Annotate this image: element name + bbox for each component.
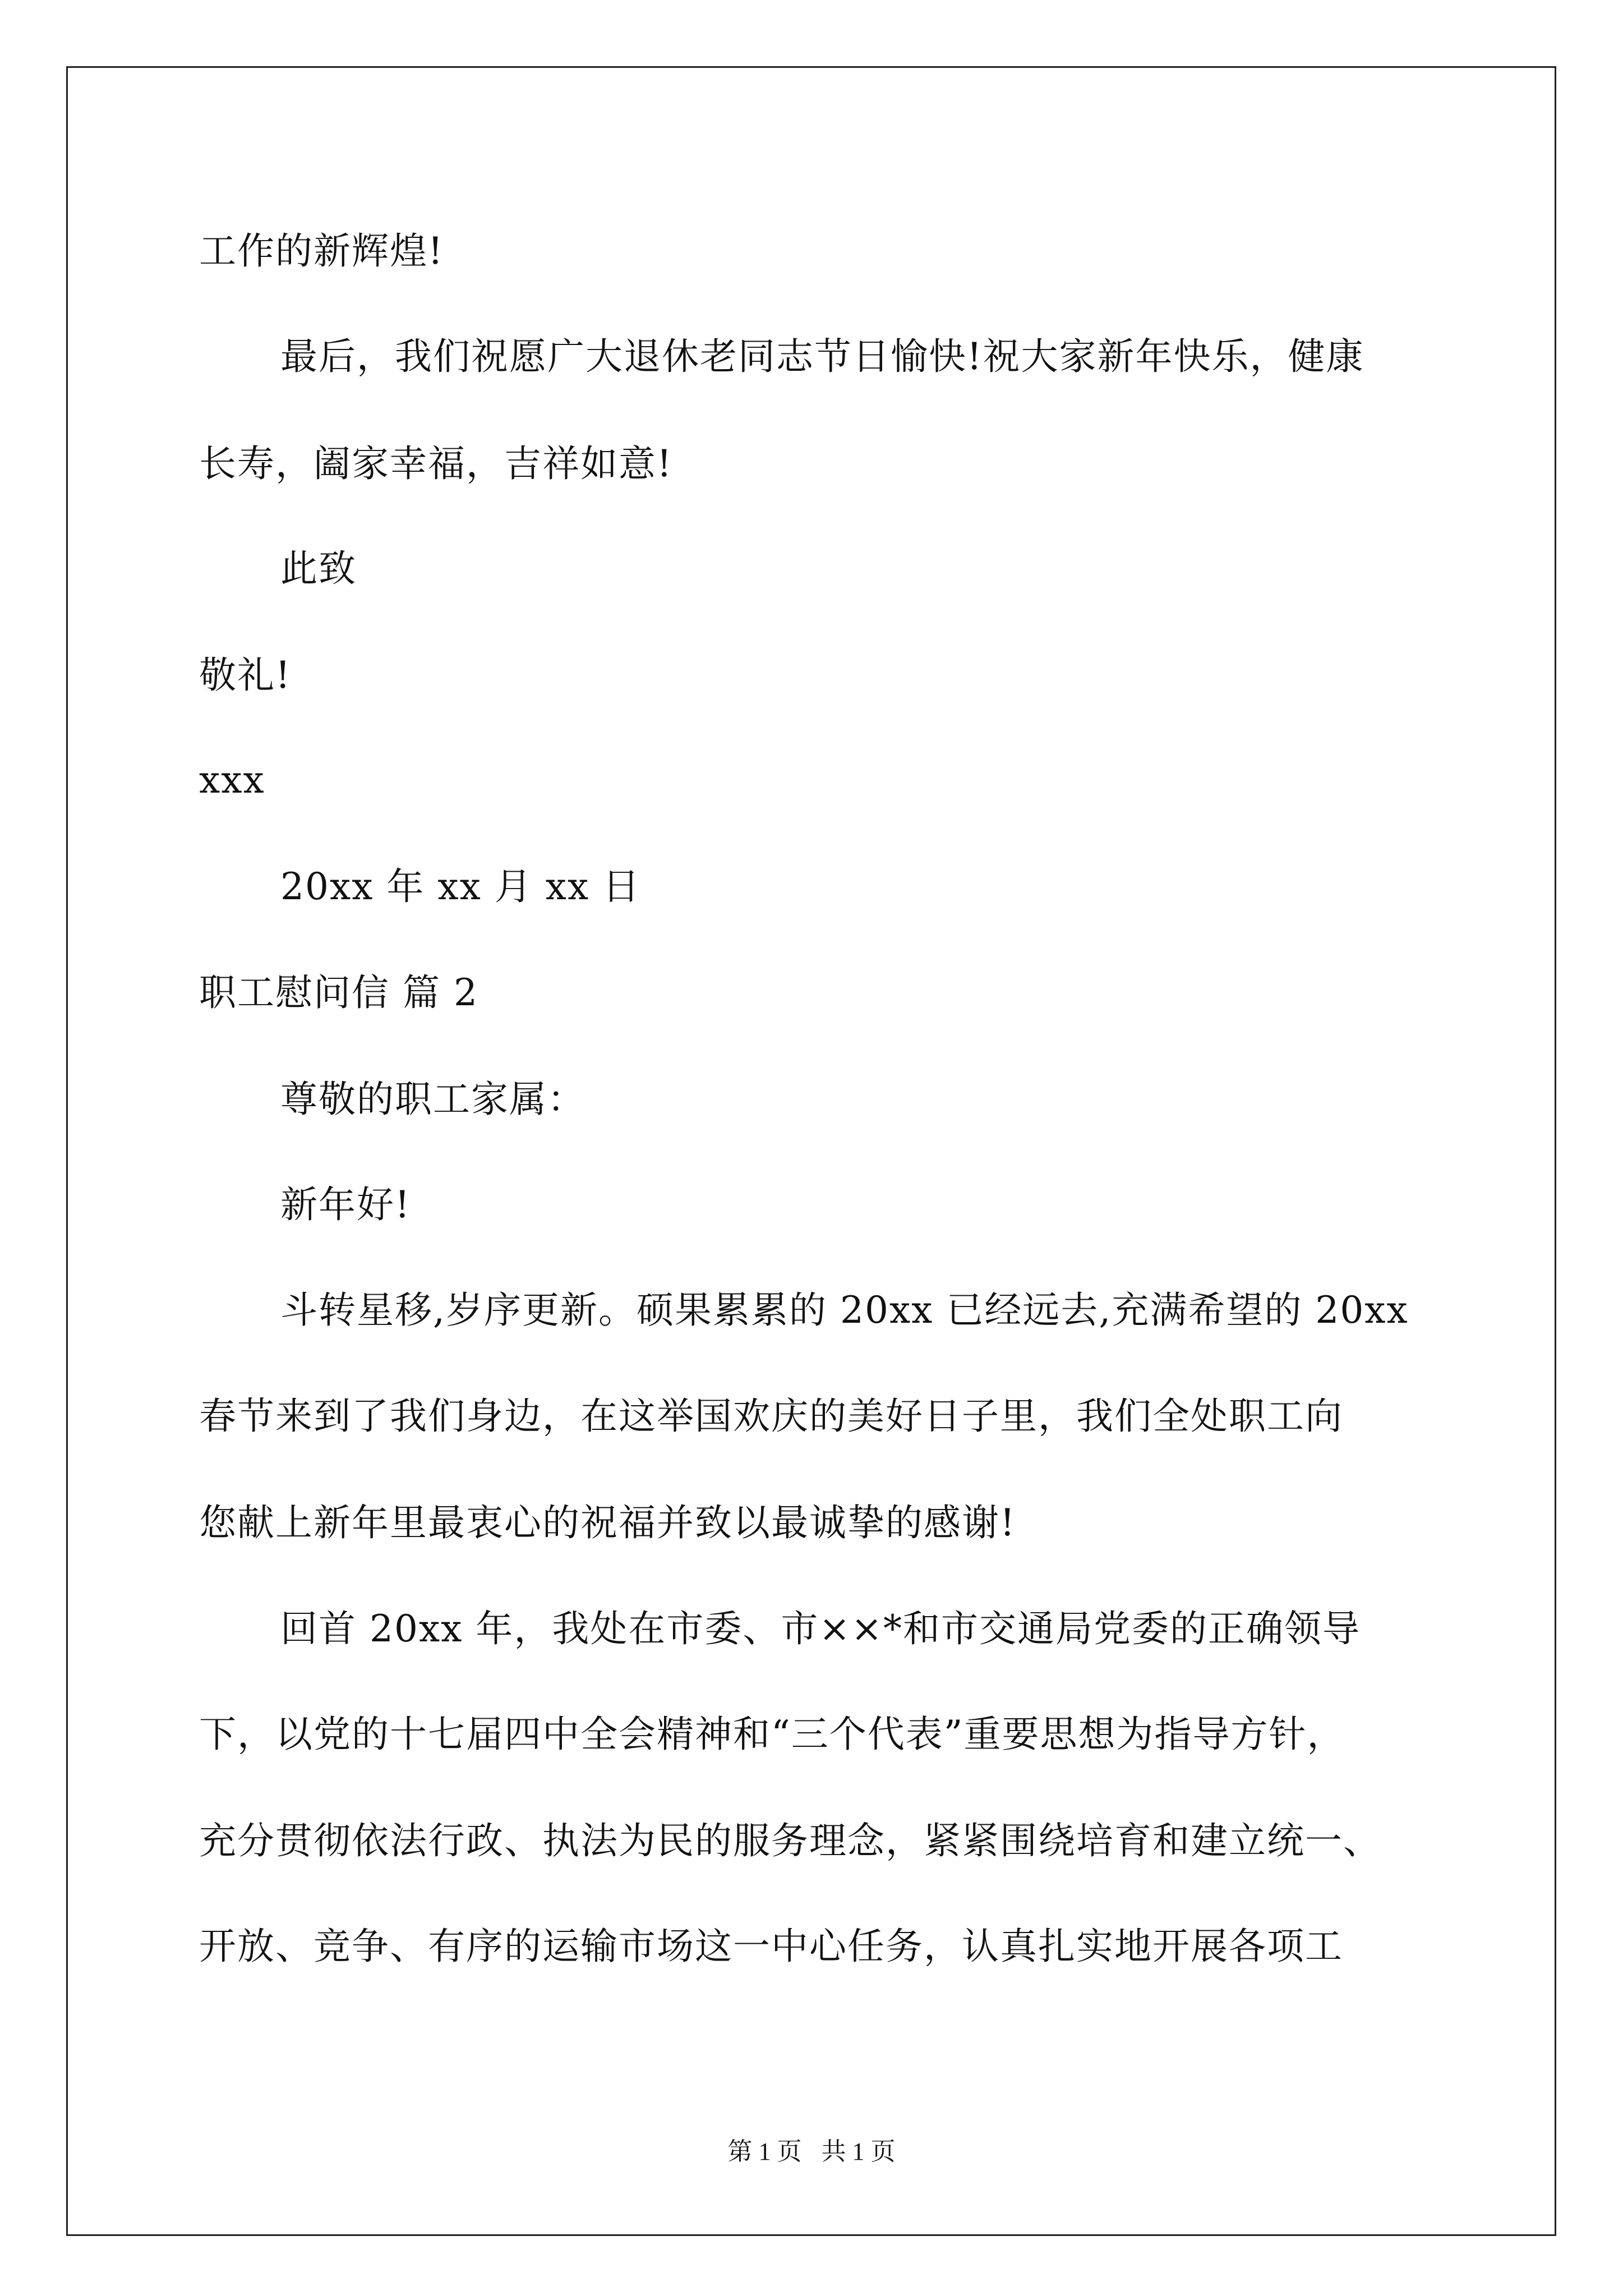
page-total: 共 1 页: [821, 2138, 896, 2165]
body-line: 开放、竞争、有序的运输市场这一中心任务，认真扎实地开展各项工: [199, 1925, 1343, 1968]
page-number: 第 1 页: [727, 2138, 802, 2165]
body-line: 下，以党的十七届四中全会精神和“三个代表”重要思想为指导方针，: [199, 1713, 1345, 1756]
body-line: 工作的新辉煌!: [199, 229, 444, 273]
greeting-line: 新年好!: [280, 1183, 411, 1226]
signature-date: 20xx 年 xx 月 xx 日: [280, 865, 641, 908]
closing-regards: 敬礼!: [199, 654, 292, 697]
section-heading: 职工慰问信 篇 2: [199, 971, 478, 1014]
body-line: 春节来到了我们身边，在这举国欢庆的美好日子里，我们全处职工向: [199, 1395, 1343, 1438]
page-footer: [0, 2136, 1623, 2168]
body-line: 回首 20xx 年，我处在市委、市××*和市交通局党委的正确领导: [280, 1607, 1361, 1650]
body-line: 充分贯彻依法行政、执法为民的服务理念，紧紧围绕培育和建立统一、: [199, 1819, 1381, 1862]
body-line: 斗转星移,岁序更新。硕果累累的 20xx 已经远去,充满希望的 20xx: [280, 1289, 1409, 1332]
body-line: 最后，我们祝愿广大退休老同志节日愉快!祝大家新年快乐，健康: [280, 335, 1364, 378]
body-line: 您献上新年里最衷心的祝福并致以最诚挚的感谢!: [199, 1501, 1016, 1544]
body-line: 长寿，阖家幸福，吉祥如意!: [199, 442, 673, 485]
page-border: [66, 66, 1556, 2236]
greeting-line: 尊敬的职工家属：: [280, 1078, 585, 1121]
signature-name: xxx: [199, 758, 265, 802]
closing-salutation: 此致: [280, 547, 357, 590]
